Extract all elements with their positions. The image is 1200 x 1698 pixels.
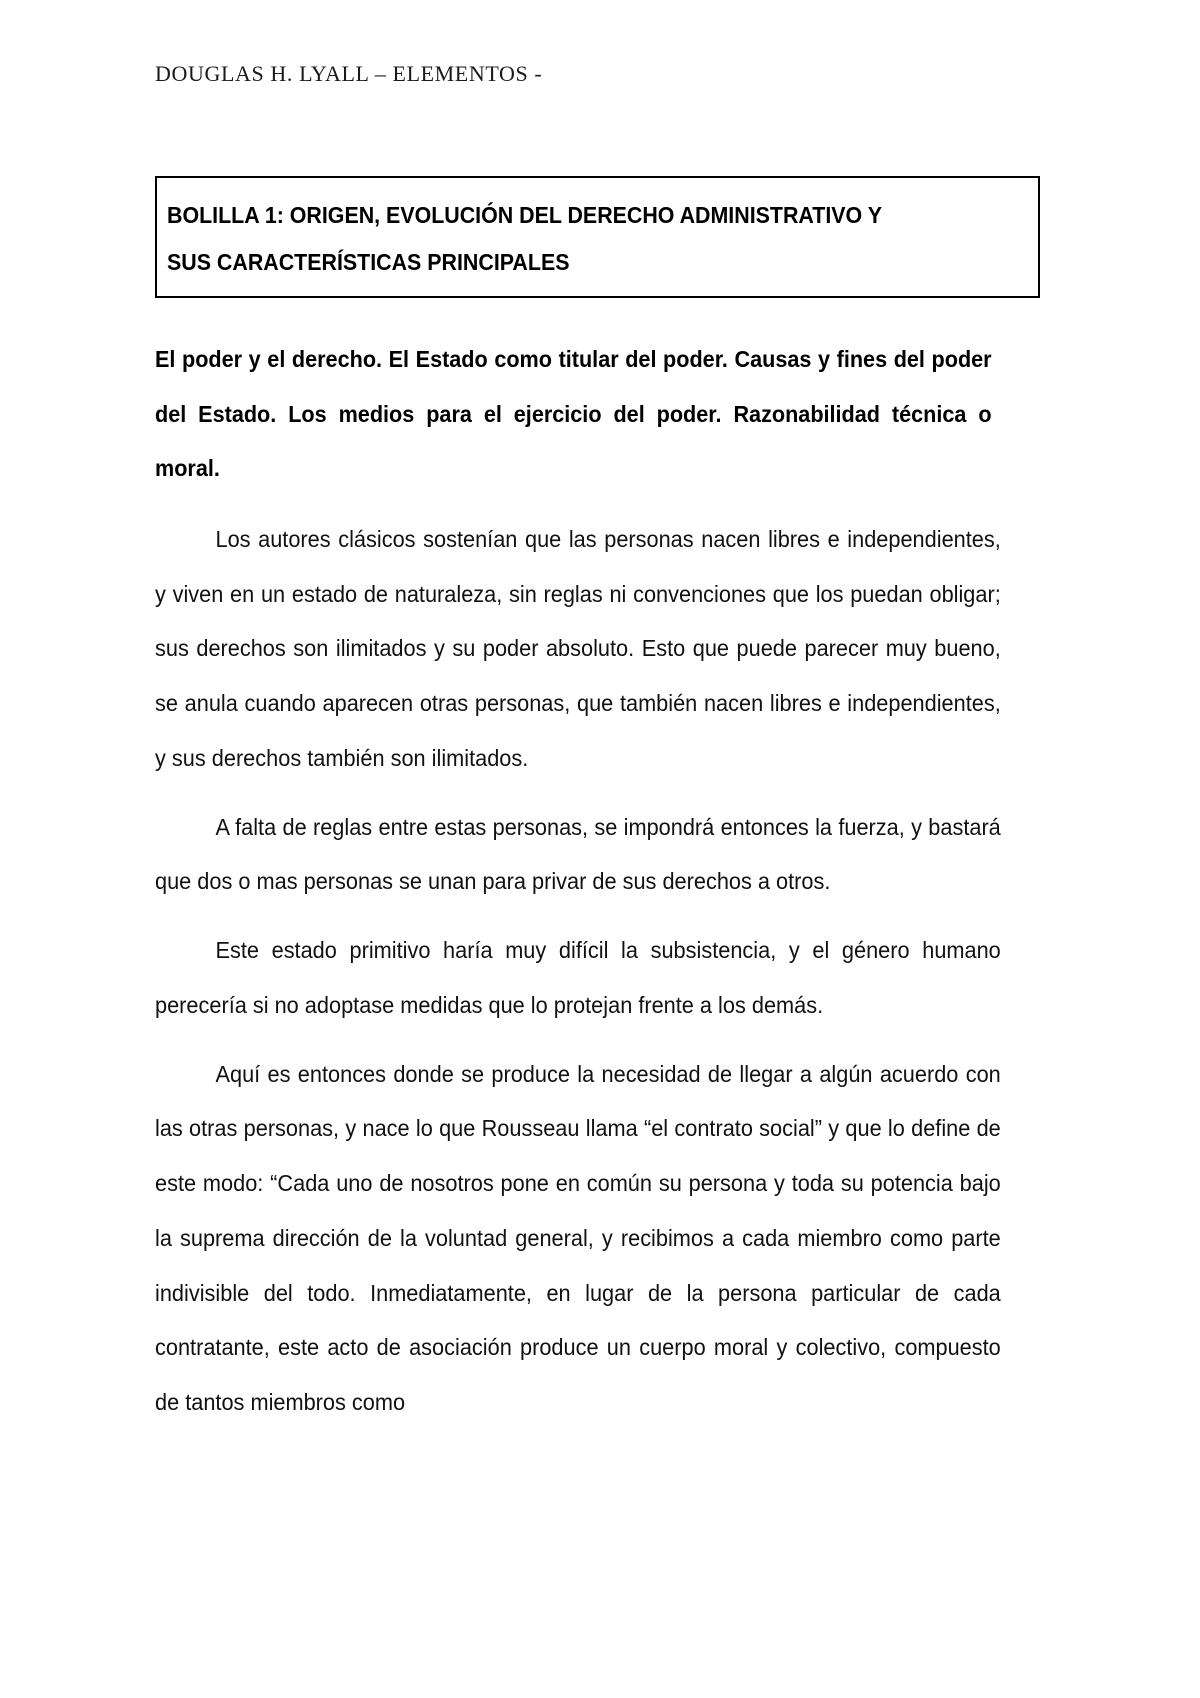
body-paragraph-4: Aquí es entonces donde se produce la necesidad de llegar a algún acuerdo con las otras personas, y nace lo que Rousseau llama “el contrato social” y que lo define de este modo: “Cada uno de nosotros pone en común su persona y toda su potencia bajo la suprema dirección de la voluntad general, y recibimos a cada miembro como parte indivisible del todo. Inmediatamente, en lugar de la persona particular de cada contratante, este acto de asociación produce un cuerpo moral y colectivo, compuesto de tantos miembros como — [155, 1060, 1001, 1416]
chapter-title-box — [155, 176, 1040, 298]
body-paragraph-3: Este estado primitivo haría muy difícil la subsistencia, y el género humano perecería si no adoptase medidas que lo protejan frente a los demás. — [155, 937, 1001, 1018]
chapter-title-line-2: SUS CARACTERÍSTICAS PRINCIPALES — [167, 249, 570, 276]
lead-paragraph: El poder y el derecho. El Estado como titular del poder. Causas y fines del poder del Estado. Los medios para el ejercicio del poder. Razonabilidad técnica o moral. — [155, 346, 992, 482]
body-paragraph-2: A falta de reglas entre estas personas, se impondrá entonces la fuerza, y bastará que dos o mas personas se unan para privar de sus derechos a otros. — [155, 813, 1001, 895]
body-paragraph-1: Los autores clásicos sostenían que las personas nacen libres e independientes, y viven en un estado de naturaleza, sin reglas ni convenciones que los puedan obligar; sus derechos son ilimitados y su poder absoluto. Esto que puede parecer muy bueno, se anula cuando aparecen otras personas, que también nacen libres e independientes, y sus derechos también son ilimitados. — [155, 526, 1001, 771]
running-header: DOUGLAS H. LYALL – ELEMENTOS - — [155, 61, 543, 86]
chapter-title-line-1: BOLILLA 1: ORIGEN, EVOLUCIÓN DEL DERECHO ADMINISTRATIVO Y — [167, 202, 883, 228]
body-text — [155, 512, 1050, 1430]
